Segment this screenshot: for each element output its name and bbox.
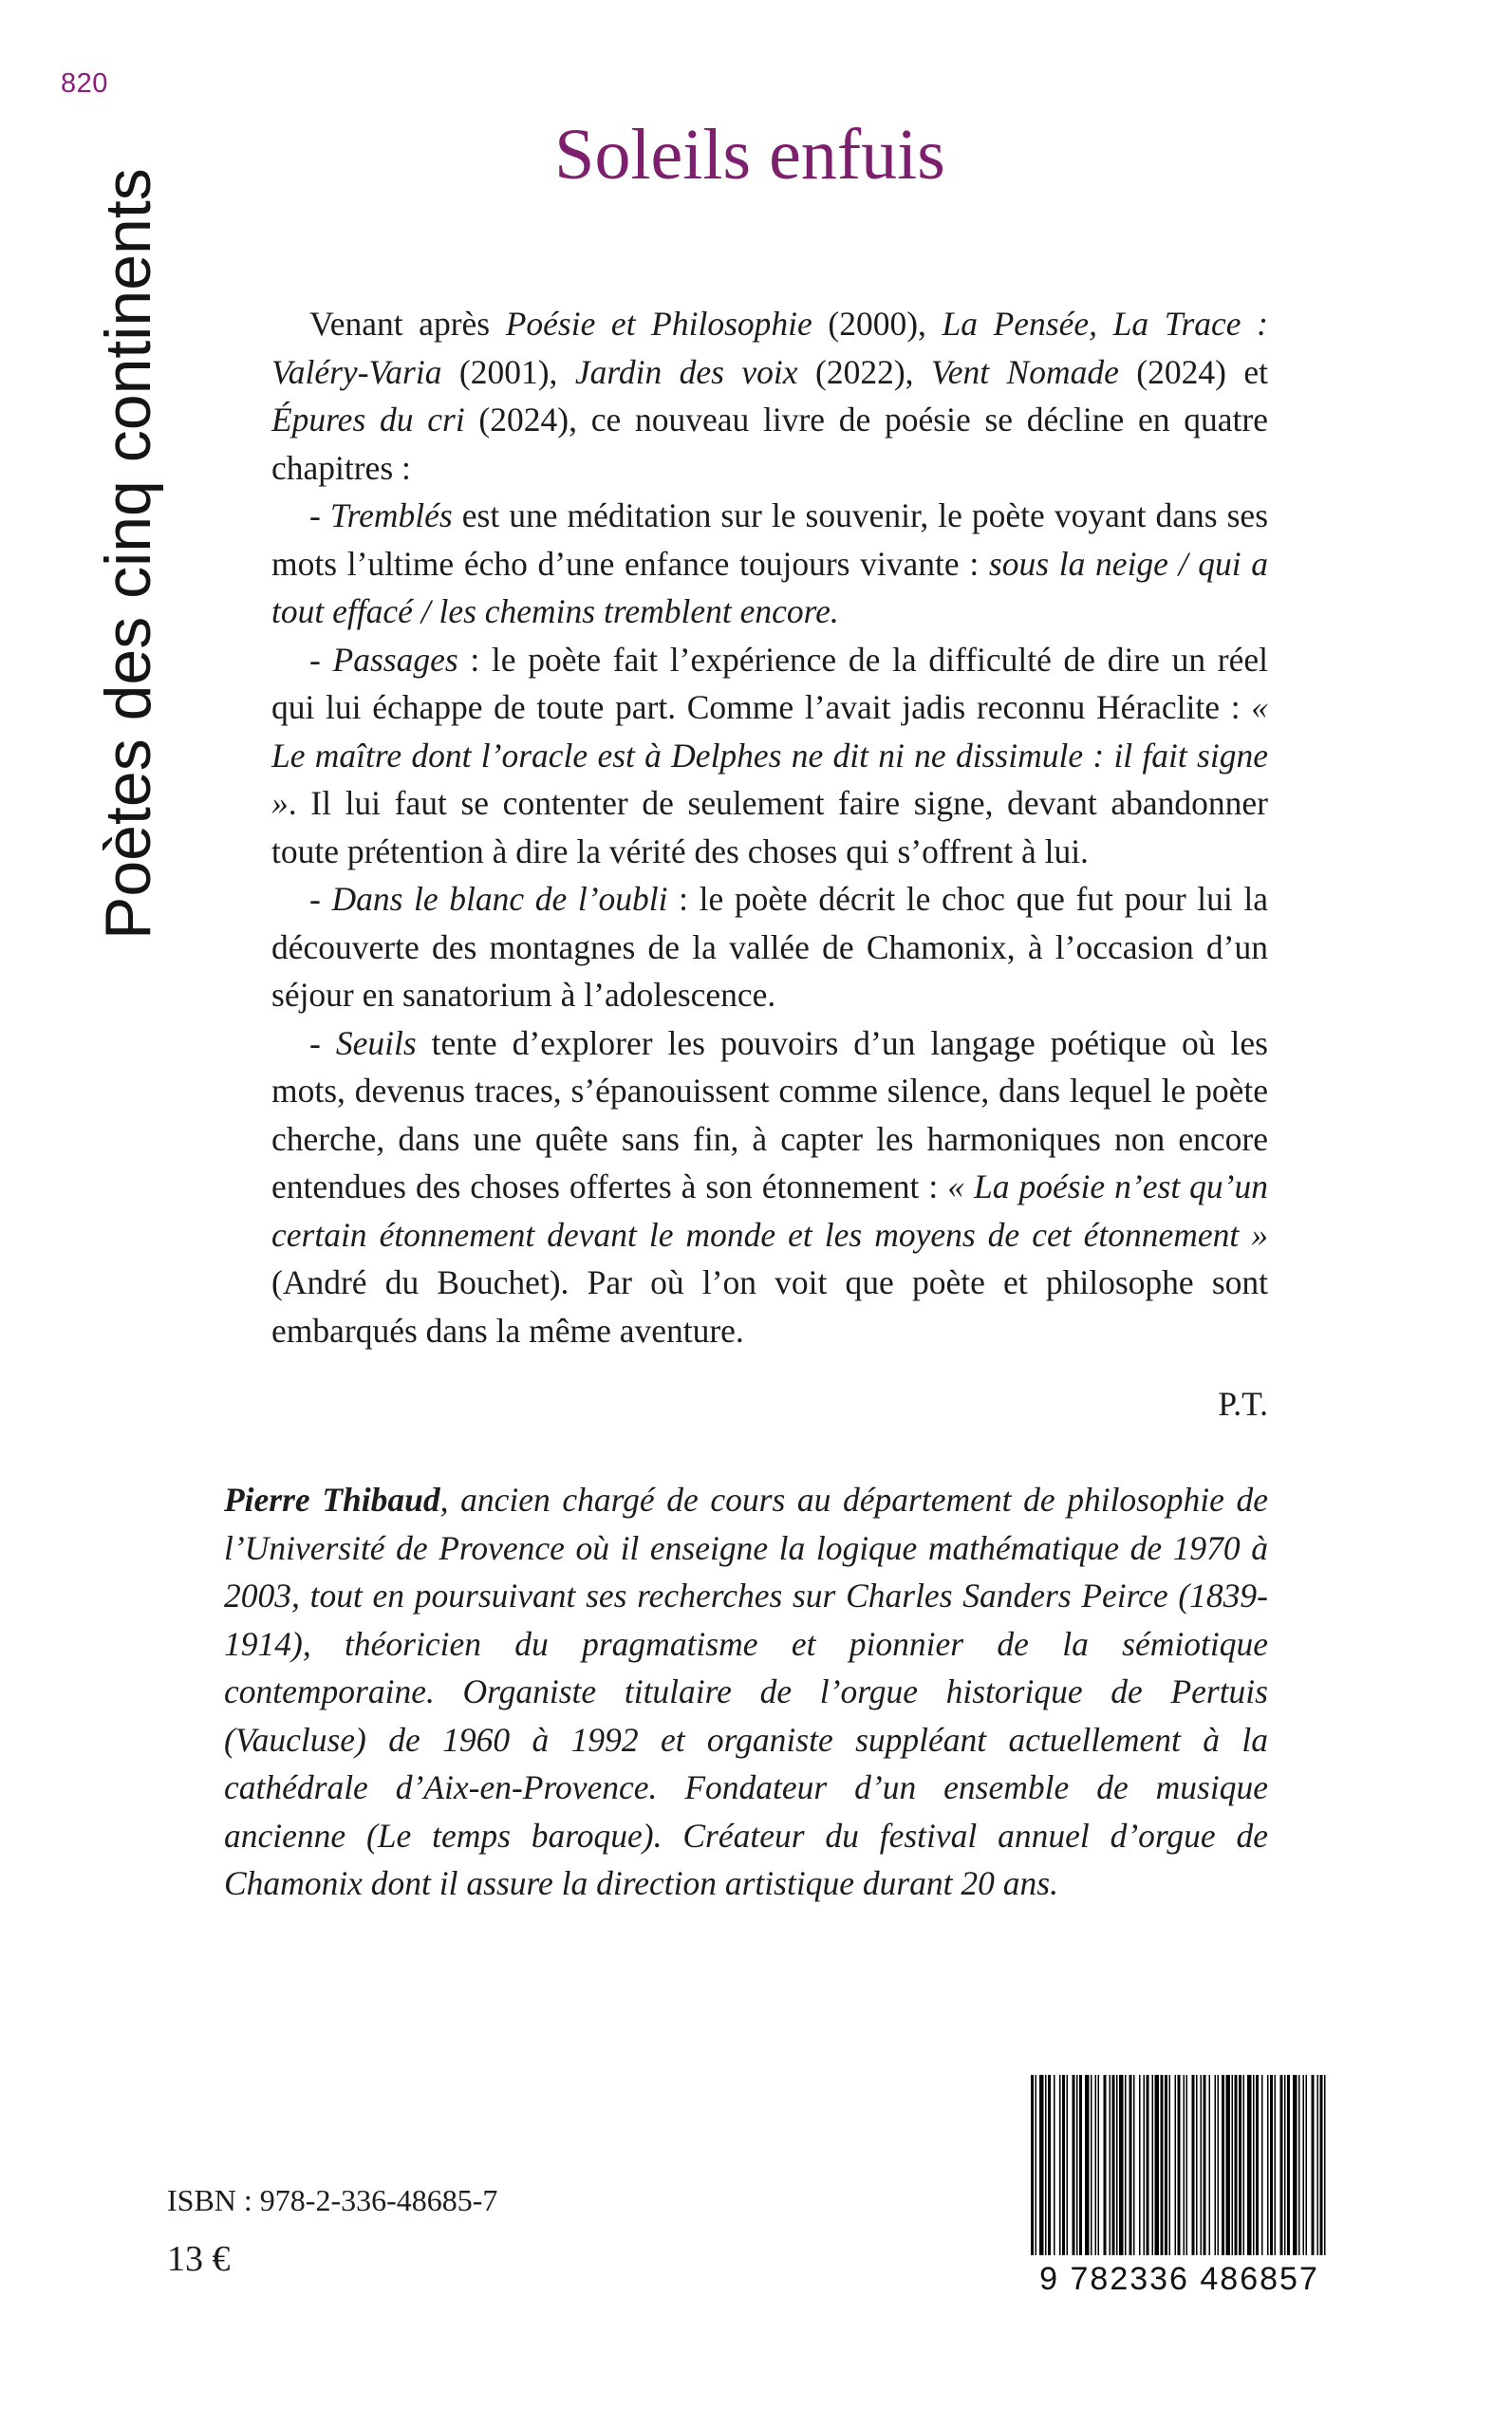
barcode-bar — [1116, 2075, 1118, 2255]
book-title: Soleils enfuis — [554, 115, 945, 195]
paragraph-intro: Venant après Poésie et Philosophie (2000), La Pensée, La Trace : Valéry-Varia (2001), Jardin des voix (2022), Vent Nomade (2024) et Épures du cri (2024), ce nouveau livre de poésie se décline en quatre chapitres : — [271, 305, 1268, 487]
barcode-bar — [1317, 2075, 1319, 2255]
italic-run: Vent Nomade — [930, 352, 1119, 391]
italic-run: Seuils — [335, 1023, 417, 1062]
barcode-bar — [1293, 2075, 1297, 2255]
barcode-bar — [1067, 2075, 1069, 2255]
barcode-bar — [1280, 2075, 1283, 2255]
barcode-bar — [1247, 2075, 1252, 2255]
barcode-bar — [1186, 2075, 1188, 2255]
signature: P.T. — [1218, 1385, 1268, 1423]
barcode-bar — [1256, 2075, 1259, 2255]
italic-run: « Le maître dont l’oracle est à Delphes ne dit ni ne dissimule : il fait signe » — [271, 688, 1268, 822]
barcode-bar — [1270, 2075, 1273, 2255]
barcode-bar — [1085, 2075, 1090, 2255]
barcode-bars — [1025, 2071, 1334, 2261]
paragraph-seuils: - Seuils tente d’explorer les pouvoirs d’un langage poétique où les mots, devenus traces, s’épanouissent comme silence, dans lequel le poète cherche, dans une quête sans fin, à capter les harmoniques non encore entendues des choses offertes à son étonnement : « La poésie n’est qu’un certain étonnement devant le monde et les moyens de cet étonnement » (André du Bouchet). Par où l’on voit que poète et philosophe sont embarqués dans la même aventure. — [271, 1023, 1268, 1350]
barcode-bar — [1079, 2075, 1082, 2255]
barcode-bar — [1287, 2075, 1290, 2255]
barcode-bar — [1048, 2075, 1051, 2255]
barcode-bar — [1045, 2075, 1047, 2255]
italic-run: « La poésie n’est qu’un certain étonnement devant le monde et les moyens de cet étonnement » — [271, 1167, 1268, 1254]
italic-run: Poésie et Philosophie — [505, 305, 812, 343]
price: 13 € — [167, 2239, 231, 2279]
italic-run: Jardin des voix — [574, 352, 798, 391]
barcode-bar — [1192, 2075, 1195, 2255]
barcode-bar — [1133, 2075, 1135, 2255]
author-bio — [224, 1476, 1268, 1908]
barcode-bar — [1144, 2075, 1146, 2255]
italic-run: Dans le blanc de l’oubli — [331, 880, 668, 918]
barcode-bar — [1175, 2075, 1177, 2255]
barcode-bar — [1204, 2075, 1206, 2255]
barcode-bar — [1054, 2075, 1055, 2255]
barcode-bar — [1324, 2075, 1326, 2255]
barcode-bar — [1073, 2075, 1075, 2255]
barcode-bar — [1129, 2075, 1132, 2255]
barcode-bar — [1110, 2075, 1111, 2255]
barcode-bar — [1059, 2075, 1061, 2255]
series-name: Poètes des cinq continents — [92, 168, 164, 940]
barcode-bar — [1196, 2075, 1198, 2255]
italic-run: La Pensée, La Trace : Valéry-Varia — [271, 305, 1268, 391]
paragraph-trembles: - Tremblés est une méditation sur le souvenir, le poète voyant dans ses mots l’ultime écho d’une enfance toujours vivante : sous la neige / qui a tout effacé / les chemins tremblent encore. — [271, 496, 1269, 630]
barcode-bar — [1235, 2075, 1238, 2255]
italic-run: Passages — [332, 640, 458, 679]
barcode-bar — [1239, 2075, 1241, 2255]
back-cover-text — [271, 300, 1268, 1354]
barcode-bar — [1312, 2075, 1315, 2255]
barcode-bar — [1076, 2075, 1078, 2255]
isbn: ISBN : 978-2-336-48685-7 — [167, 2183, 498, 2217]
barcode-bar — [1112, 2075, 1115, 2255]
barcode-bar — [1161, 2075, 1164, 2255]
barcode-bar — [1152, 2075, 1154, 2255]
barcode-bar — [1253, 2075, 1255, 2255]
barcode-bar — [1201, 2075, 1203, 2255]
barcode — [1025, 2071, 1334, 2299]
italic-run: Tremblés — [329, 496, 453, 534]
barcode-bar — [1095, 2075, 1097, 2255]
barcode-bar — [1306, 2075, 1308, 2255]
barcode-bar — [1165, 2075, 1167, 2255]
barcode-bar — [1243, 2075, 1245, 2255]
italic-run: sous la neige / qui a tout effacé / les chemins tremblent encore. — [271, 544, 1268, 630]
barcode-bar — [1091, 2075, 1092, 2255]
barcode-digits: 9 782336 486857 — [1039, 2261, 1319, 2297]
barcode-bar — [1139, 2075, 1141, 2255]
barcode-bar — [1184, 2075, 1185, 2255]
barcode-bar — [1147, 2075, 1149, 2255]
barcode-bar — [1261, 2075, 1263, 2255]
barcode-bar — [1098, 2075, 1100, 2255]
barcode-bar — [1215, 2075, 1217, 2255]
barcode-bar — [1222, 2075, 1224, 2255]
barcode-bar — [1218, 2075, 1220, 2255]
barcode-bar — [1303, 2075, 1305, 2255]
barcode-bar — [1226, 2075, 1231, 2255]
barcode-bar — [1178, 2075, 1181, 2255]
barcode-bar — [1169, 2075, 1171, 2255]
barcode-bar — [1320, 2075, 1323, 2255]
barcode-bar — [1298, 2075, 1300, 2255]
italic-run: Épures du cri — [271, 401, 465, 439]
barcode-bar — [1232, 2075, 1234, 2255]
series-number: 820 — [61, 68, 108, 99]
barcode-bar — [1209, 2075, 1211, 2255]
paragraph-passages: - Passages : le poète fait l’expérience de la difficulté de dire un réel qui lui échappe de toute part. Comme l’avait jadis reconnu Héraclite : « Le maître dont l’oracle est à Delphes ne dit ni ne dissimule : il fait signe ». Il lui faut se contenter de seulement faire signe, devant abandonner toute prétention à dire la vérité des choses qui s’offrent à lui. — [271, 640, 1268, 870]
barcode-bar — [1275, 2075, 1277, 2255]
barcode-bar — [1031, 2075, 1034, 2255]
barcode-bar — [1267, 2075, 1269, 2255]
author-bio-text: , ancien chargé de cours au département de philosophie de l’Université de Provence où il enseigne la logique mathématique de 1970 à 2003, tout en poursuivant ses recherches sur Charles Sanders Peirce (1839-1914), théoricien du pragmatisme et pionnier de la sémiotique contemporaine. Organiste titulaire de l’orgue historique de Pertuis (Vaucluse) de 1960 à 1992 et organiste suppléant actuellement à la cathédrale d’Aix-en-Provence. Fondateur d’un ensemble de musique ancienne (Le temps baroque). Créateur du festival annuel d’orgue de Chamonix dont il assure la direction artistique durant 20 ans. — [224, 1481, 1268, 1902]
barcode-bar — [1062, 2075, 1065, 2255]
paragraph-oubli: - Dans le blanc de l’oubli : le poète décrit le choc que fut pour lui la découverte des montagnes de la vallée de Chamonix, à l’occasion d’un séjour en sanatorium à l’adolescence. — [271, 880, 1269, 1014]
barcode-bar — [1104, 2075, 1107, 2255]
barcode-bar — [1155, 2075, 1160, 2255]
barcode-bar — [1039, 2075, 1044, 2255]
barcode-bar — [1119, 2075, 1124, 2255]
barcode-bar — [1284, 2075, 1286, 2255]
barcode-bar — [1036, 2075, 1037, 2255]
barcode-bar — [1125, 2075, 1127, 2255]
author-name: Pierre Thibaud — [224, 1481, 440, 1519]
